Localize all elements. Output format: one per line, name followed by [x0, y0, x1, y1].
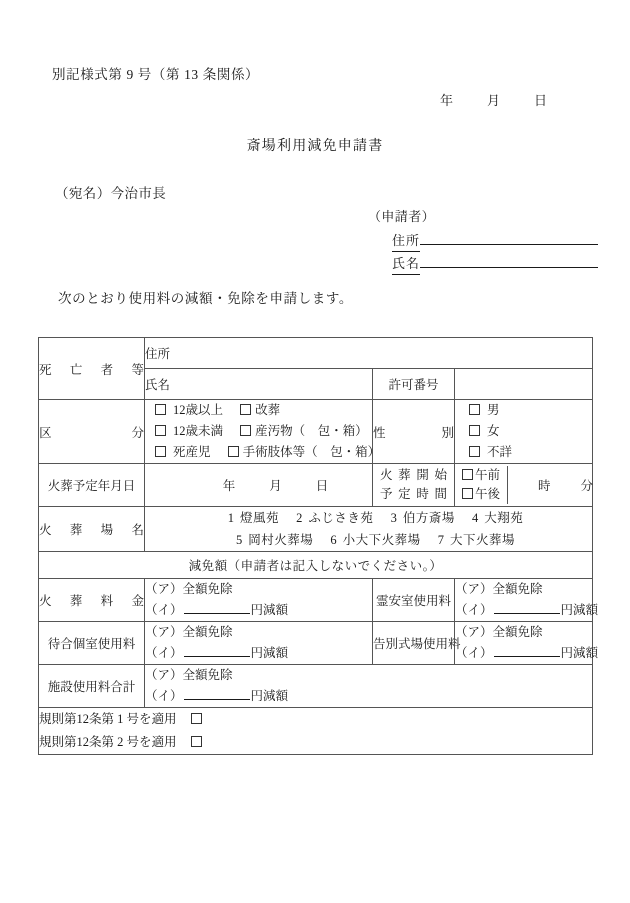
ampm-label-pm: 午後: [475, 487, 501, 501]
fee-option-b-suffix-funeral-hall: 円減額: [560, 646, 599, 660]
crematorium-label: 火葬場名: [39, 507, 145, 552]
checkbox-icon-female[interactable]: [469, 425, 480, 436]
fee-label-mortuary: 霊安室使用料: [373, 579, 455, 622]
form-number: 別記様式第 9 号（第 13 条関係）: [52, 67, 260, 82]
cremation-date-input[interactable]: [145, 464, 373, 507]
checkbox-icon-stillbirth[interactable]: [155, 446, 166, 457]
fee-option-a-mortuary: （ア）全額免除: [455, 582, 543, 596]
application-table: [38, 337, 599, 755]
applicant-name-row: [392, 252, 598, 275]
applicant-name-input[interactable]: [420, 252, 598, 268]
table-row-category: [39, 400, 593, 464]
crematorium-option-row-1: [145, 507, 592, 529]
cremation-date-month: 月: [269, 479, 282, 493]
fee-option-b-mortuary: [455, 600, 599, 621]
cremation-time-label-line2: 予定時間: [380, 487, 447, 501]
category-option-row-1: [145, 400, 372, 421]
crematorium-name-6: 小大下火葬場: [342, 533, 421, 547]
fee-option-b-suffix-total: 円減額: [250, 689, 289, 703]
crematorium-name-5: 岡村火葬場: [248, 533, 314, 547]
checkbox-icon-rule-2[interactable]: [191, 736, 202, 747]
intro-sentence: 次のとおり使用料の減額・免除を申請します。: [58, 291, 354, 306]
cremation-date-day: 日: [315, 479, 329, 493]
page-title: 斎場利用減免申請書: [246, 139, 384, 154]
deceased-address-label: 住所: [145, 347, 171, 361]
fee-options-funeral-hall[interactable]: [455, 622, 599, 665]
table-row-schedule: [39, 464, 593, 507]
permit-number-label: 許可番号: [373, 369, 455, 400]
category-option-reburial: 改葬: [255, 403, 281, 417]
addressee: （宛名）今治市長: [55, 186, 167, 201]
crematorium-no-3: 3: [390, 511, 397, 525]
deceased-name-label: 氏名: [145, 378, 171, 392]
table-row-deceased-address: [39, 338, 593, 369]
checkbox-icon-reburial[interactable]: [240, 404, 251, 415]
sex-option-female: 女: [487, 424, 500, 438]
category-option-age-under-12: 12歳未満: [173, 424, 224, 438]
category-option-stillbirth: 死産児: [173, 445, 211, 459]
table-row-reduction-notice: [39, 552, 593, 579]
cremation-time-cell: [455, 464, 593, 507]
category-option-row-3: [145, 442, 381, 463]
deceased-address-cell[interactable]: [145, 338, 593, 369]
fee-amount-input-funeral-hall[interactable]: [494, 643, 560, 657]
minute-label: 分: [580, 479, 594, 493]
category-label: 区分: [39, 400, 145, 464]
checkbox-icon-age-over-12[interactable]: [155, 404, 166, 415]
ampm-row-am: [455, 466, 507, 485]
fee-label-cremation: 火葬料金: [39, 579, 145, 622]
checkbox-icon-unknown[interactable]: [469, 446, 480, 457]
fee-options-total[interactable]: [145, 665, 593, 708]
fee-label-waiting-room: 待合個室使用料: [39, 622, 145, 665]
fee-label-total: 施設使用料合計: [39, 665, 145, 708]
hour-label: 時: [538, 479, 551, 493]
ampm-row-pm: [455, 485, 507, 504]
crematorium-options-cell[interactable]: [145, 507, 593, 552]
permit-number-input[interactable]: [455, 369, 593, 400]
fee-option-b-prefix-cremation: （イ）: [145, 603, 183, 617]
fee-option-b-suffix-cremation: 円減額: [250, 603, 289, 617]
fee-option-b-prefix-waiting-room: （イ）: [145, 646, 183, 660]
checkbox-icon-birth-waste[interactable]: [240, 425, 251, 436]
sex-label: 性別: [373, 400, 455, 464]
sex-option-unknown: 不詳: [487, 445, 513, 459]
rule-label-1: 規則第12条第 1 号を適用: [39, 712, 177, 726]
category-option-birth-waste: 産汚物（ 包・箱）: [255, 424, 368, 438]
crematorium-no-6: 6: [330, 533, 337, 547]
rules-cell: [39, 708, 593, 755]
fee-option-b-cremation: [145, 600, 372, 621]
header-date-year: 年: [440, 93, 454, 108]
crematorium-option-row-2: [145, 529, 592, 551]
applicant-label: （申請者）: [368, 209, 436, 224]
sex-option-row-female: [455, 421, 592, 442]
fee-options-cremation[interactable]: [145, 579, 373, 622]
fee-amount-input-total[interactable]: [184, 686, 250, 700]
fee-options-mortuary[interactable]: [455, 579, 599, 622]
deceased-name-cell[interactable]: [145, 369, 373, 400]
fee-option-a-cremation: （ア）全額免除: [145, 582, 233, 596]
crematorium-name-4: 大翔苑: [484, 511, 524, 525]
checkbox-icon-pm[interactable]: [462, 488, 473, 499]
fee-option-b-total: [145, 686, 592, 707]
table-row-fee-total: [39, 665, 593, 708]
fee-label-funeral-hall: 告別式場使用料: [373, 622, 455, 665]
applicant-address-input[interactable]: [420, 229, 598, 245]
fee-option-b-suffix-waiting-room: 円減額: [250, 646, 289, 660]
checkbox-icon-am[interactable]: [462, 469, 473, 480]
checkbox-icon-surgical-limbs[interactable]: [228, 446, 239, 457]
crematorium-no-2: 2: [296, 511, 303, 525]
fee-option-b-suffix-mortuary: 円減額: [560, 603, 599, 617]
ampm-label-am: 午前: [475, 468, 501, 482]
table-row-fee-2: [39, 622, 593, 665]
cremation-date-year: 年: [222, 479, 236, 493]
header-date-line: [440, 90, 548, 109]
deceased-label: 死亡者等: [39, 338, 145, 400]
crematorium-name-7: 大下火葬場: [450, 533, 516, 547]
table-row-fee-1: [39, 579, 593, 622]
category-options-cell: [145, 400, 381, 464]
fee-option-b-prefix-funeral-hall: （イ）: [455, 646, 493, 660]
rule-row-1: [39, 708, 592, 731]
table-row-crematorium: [39, 507, 593, 552]
cremation-date-label: 火葬予定年月日: [39, 464, 145, 507]
crematorium-no-1: 1: [227, 511, 235, 525]
sex-options-cell: [455, 400, 593, 464]
category-option-row-2: [145, 421, 372, 442]
crematorium-no-7: 7: [437, 533, 445, 547]
fee-amount-input-waiting-room[interactable]: [184, 643, 250, 657]
ampm-cell: [455, 466, 508, 504]
crematorium-name-1: 燈風苑: [240, 511, 280, 525]
fee-amount-input-cremation[interactable]: [184, 600, 250, 614]
fee-option-b-funeral-hall: [455, 643, 599, 664]
crematorium-no-5: 5: [235, 533, 243, 547]
cremation-time-label: [373, 464, 455, 507]
sex-option-male: 男: [487, 403, 500, 417]
fee-option-a-waiting-room: （ア）全額免除: [145, 625, 233, 639]
applicant-address-label: 住所: [392, 230, 420, 252]
crematorium-no-4: 4: [471, 511, 479, 525]
checkbox-icon-age-under-12[interactable]: [155, 425, 166, 436]
category-option-surgical-limbs: 手術肢体等（ 包・箱）: [242, 445, 381, 459]
fee-option-a-funeral-hall: （ア）全額免除: [455, 625, 543, 639]
rule-row-2: [39, 731, 592, 754]
fee-option-b-prefix-total: （イ）: [145, 689, 183, 703]
reduction-notice: 減免額（申請者は記入しないでください。）: [39, 552, 593, 579]
crematorium-name-2: ふじさき苑: [308, 511, 374, 525]
crematorium-name-3: 伯方斎場: [402, 511, 455, 525]
applicant-address-row: [392, 229, 598, 252]
fee-option-b-prefix-mortuary: （イ）: [455, 603, 493, 617]
fee-options-waiting-room[interactable]: [145, 622, 373, 665]
fee-option-b-waiting-room: [145, 643, 372, 664]
cremation-time-label-line1: 火葬開始: [380, 468, 447, 482]
fee-option-a-total: （ア）全額免除: [145, 668, 233, 682]
checkbox-icon-rule-1[interactable]: [191, 713, 202, 724]
sex-option-row-male: [455, 400, 592, 421]
header-date-day: 日: [534, 93, 548, 108]
sex-option-row-unknown: [455, 442, 592, 463]
hour-minute-input[interactable]: [508, 466, 593, 504]
rule-label-2: 規則第12条第 2 号を適用: [39, 735, 177, 749]
table-row-rules: [39, 708, 593, 755]
applicant-name-label: 氏名: [392, 253, 420, 275]
fee-amount-input-mortuary[interactable]: [494, 600, 560, 614]
checkbox-icon-male[interactable]: [469, 404, 480, 415]
category-option-age-over-12: 12歳以上: [173, 403, 224, 417]
header-date-month: 月: [487, 93, 501, 108]
